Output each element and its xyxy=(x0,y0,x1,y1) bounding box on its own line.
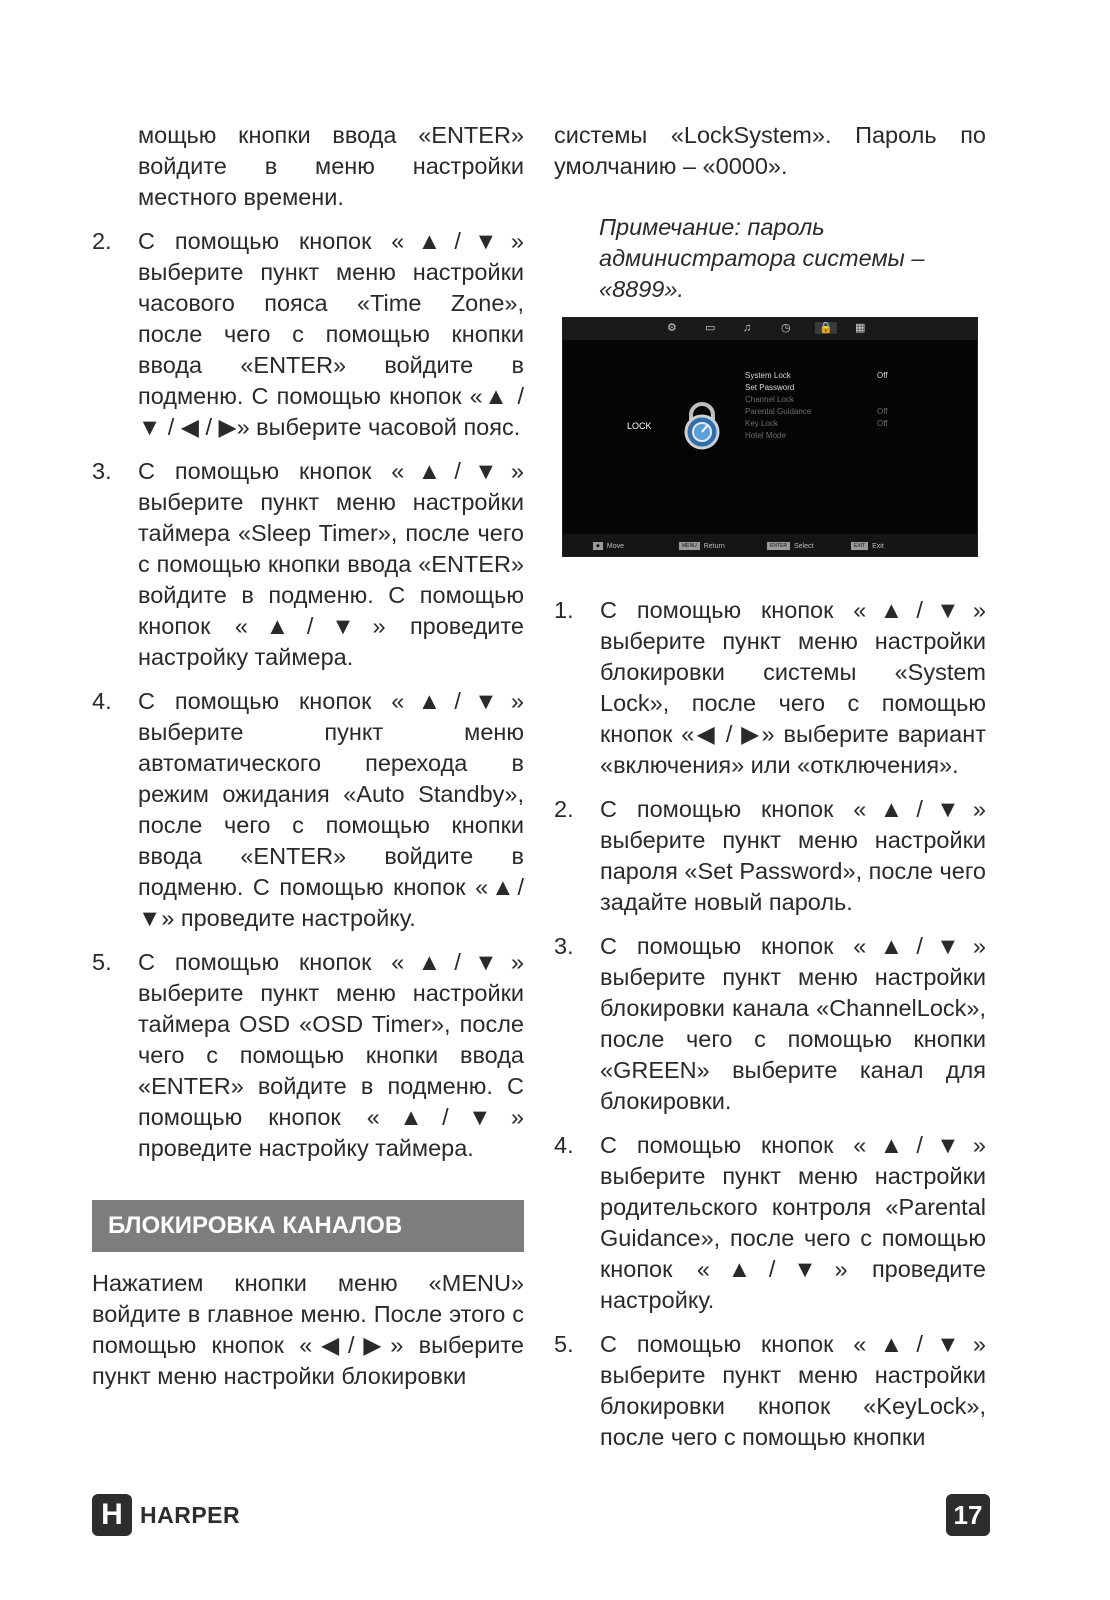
tv-menu-label: Parental Guidance xyxy=(745,407,812,416)
tv-hint-label: Exit xyxy=(872,543,884,550)
tv-hint xyxy=(767,541,813,553)
right-column xyxy=(554,120,986,1453)
list-item xyxy=(92,947,524,1164)
left-column xyxy=(92,120,524,1392)
tv-lock-label: LOCK xyxy=(627,421,652,431)
tv-hint-label: Select xyxy=(793,543,814,550)
tv-menu-row xyxy=(745,382,905,394)
note: Примечание: пароль администратора системы – «8899». xyxy=(599,214,925,302)
harper-logo xyxy=(92,1494,241,1536)
section-text: Нажатием кнопки меню «MENU» войдите в главное меню. После этого с помощью кнопок «◀/▶» выберите пункт меню настройки блокировки xyxy=(92,1270,524,1389)
tv-hint xyxy=(679,541,725,553)
item-number: 2. xyxy=(92,228,112,254)
padlock-icon xyxy=(677,400,727,450)
left-intro: мощью кнопки ввода «ENTER» войдите в меню настройки местного времени. xyxy=(138,122,524,210)
item-text: С помощью кнопок «▲/▼» выберите пункт меню автоматического перехода в режим ожидания «Auto Standby», после чего с помощью кнопки ввода «ENTER» войдите в подменю. С помощью кнопок «▲/▼» проведите настройку. xyxy=(138,688,524,931)
tv-hint xyxy=(593,541,624,553)
tv-hint-label: Move xyxy=(606,543,624,550)
item-number: 4. xyxy=(554,1132,574,1158)
sound-icon: ♫ xyxy=(743,322,752,334)
item-text: С помощью кнопок «▲/▼» выберите пункт меню настройки часового пояса «Time Zone», после чего с помощью кнопки ввода «ENTER» войдите в подменю. С помощью кнопок «▲ / ▼ / ◀ / ▶» выберите часовой пояс. xyxy=(138,228,524,440)
list-item xyxy=(554,1329,986,1453)
item-text: С помощью кнопок «▲/▼» выберите пункт меню настройки таймера OSD «OSD Timer», после чего с помощью кнопки ввода «ENTER» войдите в подменю. С помощью кнопок «▲/▼» проведите настройку таймера. xyxy=(138,949,524,1161)
tv-lock-menu-screenshot xyxy=(562,317,978,557)
item-number: 3. xyxy=(554,933,574,959)
tv-menu-label: Hotel Mode xyxy=(745,431,786,440)
item-text: С помощью кнопок «▲/▼» выберите пункт меню настройки таймера «Sleep Timer», после чего с помощью кнопки ввода «ENTER» войдите в подменю. С помощью кнопок «▲/▼» проведите настройку таймера. xyxy=(138,458,524,670)
list-item xyxy=(554,931,986,1117)
item-text: С помощью кнопок «▲/▼» выберите пункт меню настройки блокировки кнопок «KeyLock», после чего с помощью кнопки xyxy=(600,1331,986,1450)
page-number: 17 xyxy=(946,1494,990,1536)
list-item xyxy=(554,1130,986,1316)
picture-settings-icon: ⚙ xyxy=(667,322,677,334)
tv-hint-bar xyxy=(563,534,977,556)
list-item xyxy=(554,595,986,781)
tv-menu-list xyxy=(745,370,905,442)
right-intro: системы «LockSystem». Пароль по умолчанию – «0000». xyxy=(554,122,986,179)
item-number: 1. xyxy=(554,597,574,623)
item-number: 4. xyxy=(92,688,112,714)
brand-name: HARPER xyxy=(140,1502,241,1528)
item-text: С помощью кнопок «▲/▼» выберите пункт меню настройки пароля «Set Password», после чего задайте новый пароль. xyxy=(600,796,986,915)
tv-tab-bar xyxy=(563,318,977,340)
exit-key-icon: EXIT xyxy=(851,542,868,550)
list-item xyxy=(92,456,524,673)
list-item xyxy=(92,686,524,934)
tv-menu-row xyxy=(745,394,905,406)
lock-tab-icon: 🔒 xyxy=(815,322,837,334)
item-text: С помощью кнопок «▲/▼» выберите пункт меню настройки блокировки системы «System Lock», после чего с помощью кнопок «◀ / ▶» выберите вариант «включения» или «отключения». xyxy=(600,597,986,778)
tv-menu-label: Channel Lock xyxy=(745,395,794,404)
tv-menu-value: Off xyxy=(877,371,888,380)
item-text: С помощью кнопок «▲/▼» выберите пункт меню настройки родительского контроля «Parental Guidance», после чего с помощью кнопок «▲/▼» проведите настройку. xyxy=(600,1132,986,1313)
tv-menu-label: System Lock xyxy=(745,371,791,380)
move-key-icon: ◆ xyxy=(593,542,603,550)
item-number: 5. xyxy=(92,949,112,975)
options-icon: ▦ xyxy=(855,322,866,334)
tv-hint-label: Return xyxy=(703,543,725,550)
enter-key-icon: ENTER xyxy=(767,542,790,550)
item-text: С помощью кнопок «▲/▼» выберите пункт меню настройки блокировки канала «ChannelLock», после чего с помощью кнопки «GREEN» выберите канал для блокировки. xyxy=(600,933,986,1114)
tv-menu-row xyxy=(745,370,905,382)
tv-menu-label: Key Lock xyxy=(745,419,778,428)
item-number: 2. xyxy=(554,796,574,822)
tv-menu-value: Off xyxy=(877,407,888,416)
clock-icon: ◷ xyxy=(781,322,791,334)
menu-key-icon: MENU xyxy=(679,542,700,550)
logo-mark: H xyxy=(92,1494,132,1536)
list-item xyxy=(554,794,986,918)
screen-icon: ▭ xyxy=(705,322,716,334)
section-heading: БЛОКИРОВКА КАНАЛОВ xyxy=(92,1200,524,1252)
tv-menu-label: Set Password xyxy=(745,383,795,392)
item-number: 5. xyxy=(554,1331,574,1357)
tv-menu-row xyxy=(745,430,905,442)
tv-hint xyxy=(851,541,884,553)
tv-menu-row xyxy=(745,406,905,418)
tv-menu-row xyxy=(745,418,905,430)
list-item xyxy=(92,226,524,443)
item-number: 3. xyxy=(92,458,112,484)
tv-menu-value: Off xyxy=(877,419,888,428)
